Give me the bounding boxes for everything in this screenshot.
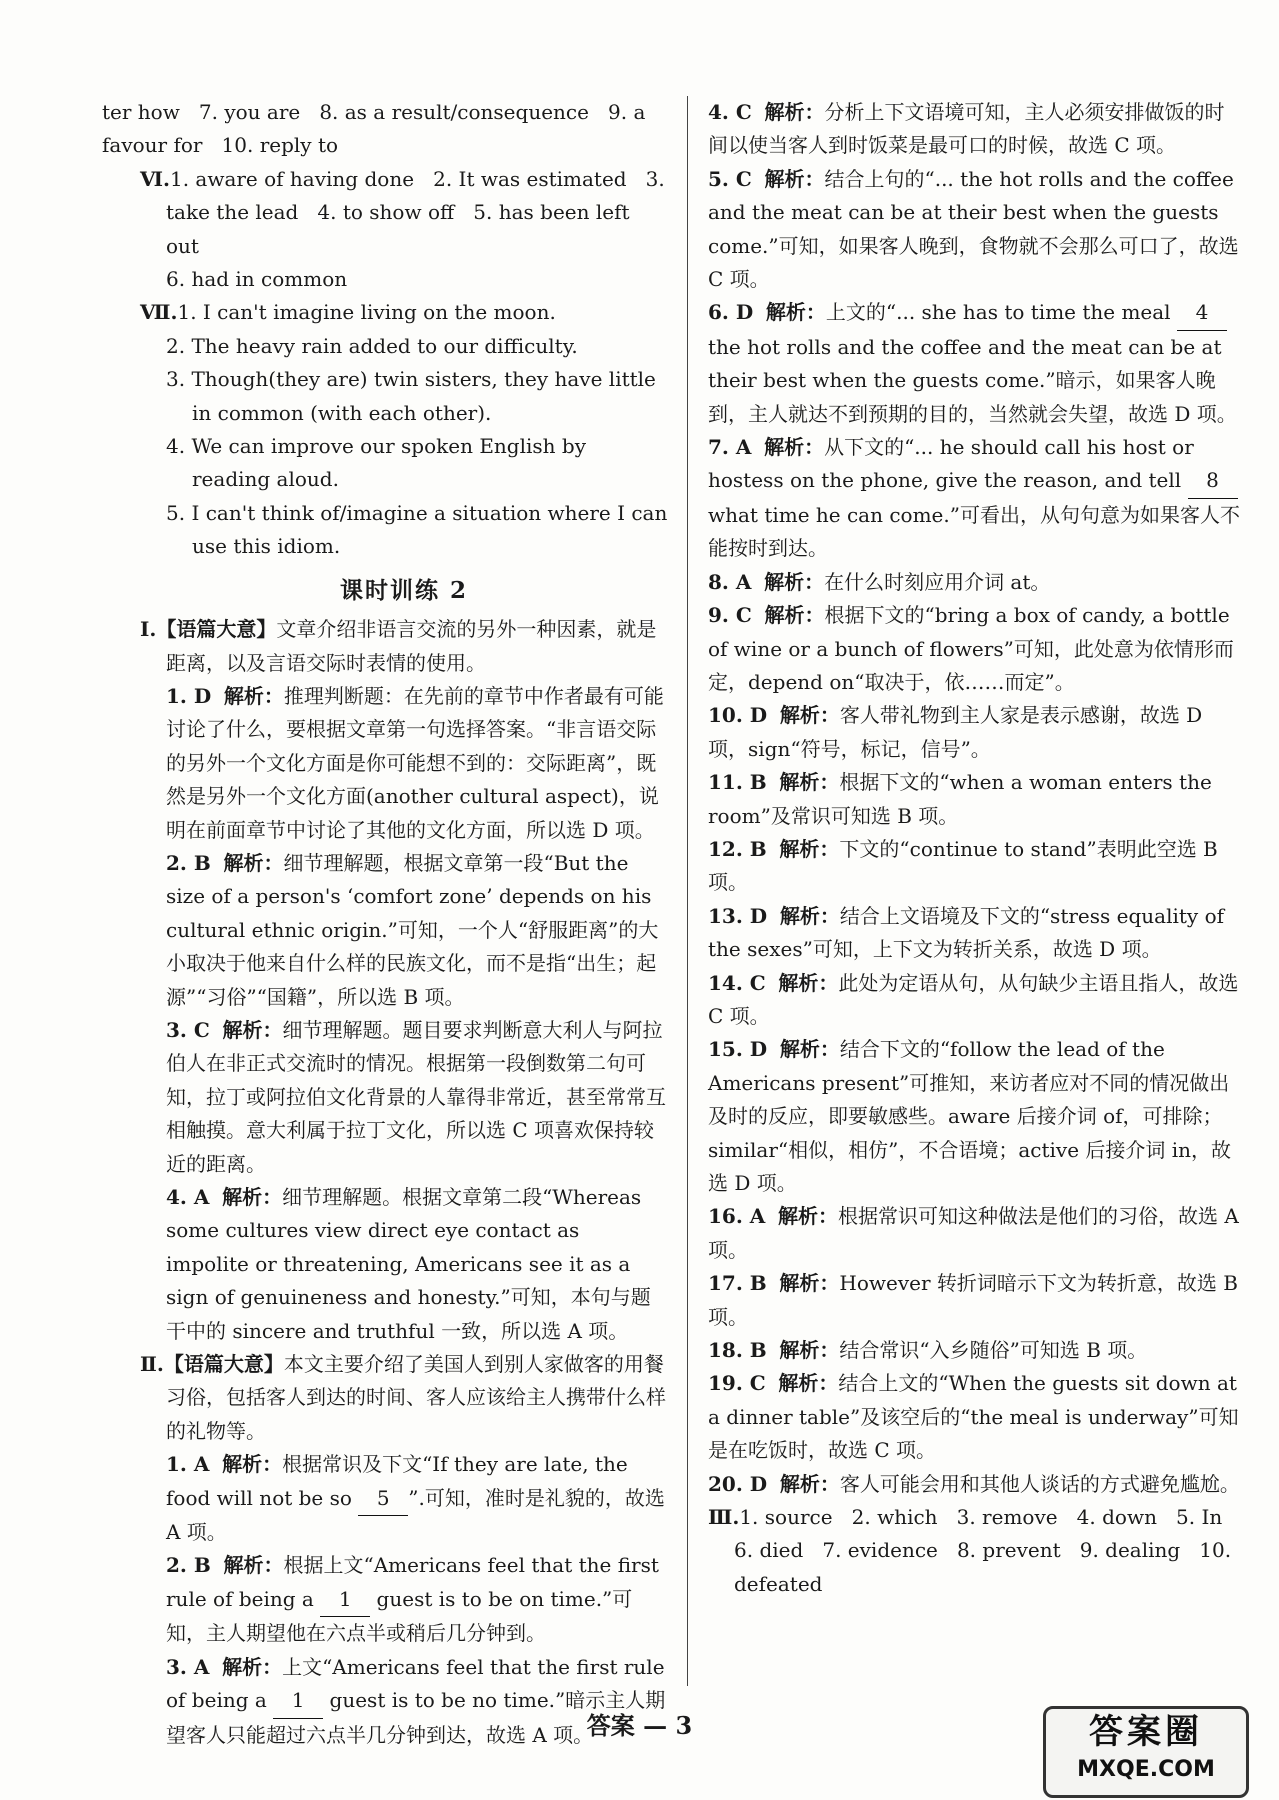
item-number: 6. D: [708, 300, 754, 325]
analysis-label: 解析：: [778, 970, 839, 995]
section-iii: [708, 1501, 1243, 1601]
item-number: 9. C: [708, 603, 752, 628]
answer-item: [708, 599, 1243, 699]
analysis-text: the hot rolls and the coffee and the meat can be at their best when the guests come.”暗示，如果客人晚到，主人就达不到预期的目的，当然就会失望，故选 D 项。: [708, 334, 1237, 426]
answer-item: [708, 163, 1243, 297]
analysis-text: 此处为定语从句，从句缺少主语且指人，故选 C 项。: [708, 970, 1239, 1028]
item-number: 13. D: [708, 903, 768, 928]
analysis-label: 解析：: [223, 683, 284, 708]
analysis-label: 解析：: [779, 1471, 840, 1496]
analysis-text: 分析上下文语境可知，主人必须安排做饭的时间以使当客人到时饭菜是最可口的时候，故选 C 项。: [708, 100, 1225, 158]
analysis-text: guest is to be on time.”可知，主人期望他在六点半或稍后几分钟到。: [166, 1586, 633, 1646]
page-footer: 答案 — 3: [586, 1711, 693, 1740]
analysis-text: 结合下文的“follow the lead of the Americans present”可推知，来访者应对不同的情况做出及时的反应，即要敏感些。aware 后接介词 of，可排除；similar“相似，相仿”，不合语境；active 后接介词 in，故选 D 项。: [708, 1037, 1232, 1195]
blank-number: 4: [1177, 296, 1227, 330]
answer-item: [708, 967, 1243, 1034]
item-number: 15. D: [708, 1037, 768, 1062]
section-i: [140, 613, 668, 680]
summary-text: 本文主要介绍了美国人到别人家做客的用餐习俗，包括客人到达的时间、客人应该给主人携带什么样的礼物等。: [166, 1352, 666, 1443]
analysis-label: 解析：: [764, 435, 825, 460]
analysis-label: 解析：: [222, 1017, 283, 1042]
item-number: 7. A: [708, 435, 752, 460]
blank-number: 1: [320, 1583, 370, 1617]
watermark-text: 答案圈: [1089, 1712, 1203, 1752]
section-ii: [140, 1348, 668, 1448]
analysis-text: 根据常识及下文“If they are late, the food will not be so: [166, 1452, 628, 1510]
answer-item: [708, 1468, 1243, 1501]
item-number: 18. B: [708, 1338, 767, 1363]
section-number: Ⅰ.: [140, 617, 157, 642]
answer-item: [140, 1181, 668, 1348]
analysis-text: guest is to be no time.”暗示主人期望客人只能超过六点半几分钟到达，故选 A 项。: [166, 1688, 666, 1747]
analysis-text: what time he can come.”可看出，从句句意为如果客人不能按时到达。: [708, 502, 1240, 561]
analysis-label: 解析：: [779, 1037, 840, 1062]
answer-item: [708, 1267, 1243, 1334]
analysis-text: 上文的“... she has to time the meal: [825, 300, 1177, 325]
item-number: 12. B: [708, 836, 767, 861]
analysis-text: 细节理解题，根据文章第一段“But the size of a person's ‘comfort zone’ depends on his cultural ethnic origin.”可知，一个人“舒服距离”的大小取决于他来自什么样的民族文化，而不是指“出生；起源”“习俗”“国籍”，所以选 B 项。: [166, 850, 659, 1009]
analysis-text: 结合上文语境及下文的“stress equality of the sexes”可知，上下文为转折关系，故选 D 项。: [708, 903, 1225, 962]
item-number: 5. C: [708, 166, 752, 191]
sentence: 2. The heavy rain added to our difficulty.: [166, 333, 578, 358]
analysis-text: 结合上句的“... the hot rolls and the coffee and the meat can be at their best when the guests come.”可知，如果客人晚到，食物就不会那么可口了，故选 C 项。: [708, 166, 1239, 292]
analysis-text: 结合上文的“When the guests sit down at a dinner table”及该空后的“the meal is underway”可知是在吃饭时，故选 C 项。: [708, 1371, 1239, 1463]
analysis-label: 解析：: [779, 770, 840, 795]
analysis-text: However 转折词暗示下文为转折意，故选 B 项。: [708, 1271, 1238, 1329]
blank-number: 8: [1188, 464, 1238, 498]
answer-item: [140, 847, 668, 1014]
section-answers: 1. aware of having done 2. It was estimated 3. take the lead 4. to show off 5. has been left out: [166, 166, 672, 258]
analysis-label: 解析：: [765, 300, 826, 325]
item-number: 4. C: [708, 100, 752, 124]
analysis-label: 解析：: [222, 1654, 283, 1679]
item-number: 2. B: [166, 1553, 211, 1578]
analysis-label: 解析：: [779, 1338, 840, 1363]
analysis-text: 根据常识可知这种做法是他们的习俗，故选 A 项。: [708, 1204, 1239, 1262]
analysis-label: 解析：: [764, 100, 825, 124]
item-number: 10. D: [708, 703, 768, 728]
answer-item: [708, 296, 1243, 431]
analysis-text: 结合常识“入乡随俗”可知选 B 项。: [839, 1338, 1148, 1363]
blank-number: 1: [273, 1684, 323, 1718]
analysis-label: 解析：: [223, 850, 284, 875]
answer-item: [708, 1200, 1243, 1267]
answer-item: [708, 833, 1243, 900]
analysis-text: 推理判断题：在先前的章节中作者最有可能讨论了什么，要根据文章第一句选择答案。“非言语交际的另外一个文化方面是你可能想不到的：交际距离”，既然是另外一个文化方面(another cultural aspect)，说明在前面章节中讨论了其他的文化方面，所以选 D 项。: [166, 683, 664, 842]
answer-item: [708, 431, 1243, 566]
section-number: Ⅵ.: [140, 166, 170, 191]
analysis-text: 根据下文的“when a woman enters the room”及常识可知选 B 项。: [708, 770, 1212, 828]
summary-text: 文章介绍非语言交流的另外一种因素，就是距离，以及言语交际时表情的使用。: [166, 617, 657, 675]
section-vi: [140, 163, 672, 263]
answer-item: [708, 766, 1243, 833]
analysis-label: 解析：: [764, 569, 825, 594]
analysis-text: 细节理解题。根据文章第二段“Whereas some cultures view direct eye contact as impolite or threatening, Americans see it as a sign of genuineness and honesty.”可知，本句与题干中的 sincere and truthful 一致，所以选 A 项。: [166, 1185, 651, 1343]
sentence: 3. Though(they are) twin sisters, they have little in common (with each other).: [166, 367, 656, 425]
sentence: 4. We can improve our spoken English by reading aloud.: [166, 434, 586, 492]
item-number: 1. D: [166, 683, 212, 708]
answer-line: 6. had in common: [166, 267, 348, 292]
answer-item: [140, 1549, 668, 1650]
section-vii: [140, 296, 668, 329]
item-number: 3. A: [166, 1654, 210, 1679]
summary-tag: 【语篇大意】: [156, 617, 277, 642]
analysis-label: 解析：: [778, 1204, 838, 1229]
answer-item: [708, 566, 1243, 599]
sentence: 1. I can't imagine living on the moon.: [177, 300, 556, 325]
sentence: 5. I can't think of/imagine a situation where I can use this idiom.: [166, 500, 668, 559]
analysis-text: 客人带礼物到主人家是表示感谢，故选 D 项，sign“符号，标记，信号”。: [708, 703, 1203, 761]
item-number: 20. D: [708, 1471, 768, 1496]
analysis-text: ”.可知，准时是礼貌的，故选 A 项。: [166, 1485, 665, 1545]
answer-item: [708, 900, 1243, 967]
analysis-label: 解析：: [779, 836, 840, 861]
analysis-text: 细节理解题。题目要求判断意大利人与阿拉伯人在非正式交流时的情况。根据第一段倒数第二句可知，拉丁或阿拉伯文化背景的人靠得非常近，甚至常常互相触摸。意大利属于拉丁文化，所以选 C 项喜欢保持较近的距离。: [166, 1017, 666, 1176]
answer-item: [708, 1334, 1243, 1367]
analysis-label: 解析：: [779, 703, 840, 728]
analysis-label: 解析：: [764, 166, 825, 191]
item-number: 11. B: [708, 770, 767, 795]
analysis-label: 解析：: [223, 1553, 284, 1578]
left-column: [102, 96, 672, 1752]
analysis-text: 上文“Americans feel that the first rule of being a: [166, 1654, 665, 1713]
summary-tag: 【语篇大意】: [163, 1352, 284, 1377]
item-number: 3. C: [166, 1017, 210, 1042]
analysis-label: 解析：: [779, 903, 840, 928]
answer-item: [708, 1367, 1243, 1467]
answer-item: [708, 699, 1243, 766]
item-number: 1. A: [166, 1452, 210, 1477]
answer-item: [708, 1033, 1243, 1200]
column-divider: [687, 96, 688, 1686]
analysis-text: 下文的“continue to stand”表明此空选 B 项。: [708, 836, 1218, 895]
answer-line: ter how 7. you are 8. as a result/consequence 9. a favour for 10. reply to: [102, 100, 652, 158]
section-answers: 1. source 2. which 3. remove 4. down 5. In 6. died 7. evidence 8. prevent 9. dealing 10. defeated: [734, 1505, 1242, 1596]
item-number: 16. A: [708, 1204, 766, 1229]
analysis-text: 在什么时刻应用介词 at。: [824, 569, 1051, 594]
analysis-text: 客人可能会用和其他人谈话的方式避免尴尬。: [839, 1471, 1240, 1496]
analysis-label: 解析：: [222, 1185, 283, 1209]
right-column: [708, 96, 1243, 1601]
watermark-logo: [1043, 1706, 1249, 1798]
blank-number: 5: [358, 1482, 408, 1516]
answer-item: [708, 96, 1243, 163]
item-number: 17. B: [708, 1271, 767, 1296]
analysis-label: 解析：: [778, 1371, 839, 1396]
item-number: 19. C: [708, 1371, 766, 1396]
analysis-label: 解析：: [779, 1271, 840, 1296]
item-number: 2. B: [166, 850, 211, 875]
section-number: Ⅶ.: [140, 300, 178, 325]
section-number: Ⅱ.: [140, 1352, 164, 1377]
analysis-text: 根据上文“Americans feel that the first rule of being a: [166, 1553, 659, 1611]
answer-item: [140, 680, 668, 847]
watermark-url: MXQE.COM: [1077, 1757, 1215, 1782]
analysis-label: 解析：: [764, 603, 825, 628]
analysis-text: 从下文的“... he should call his host or hostess on the phone, give the reason, and tell: [708, 435, 1194, 493]
analysis-label: 解析：: [222, 1452, 283, 1477]
answer-item: [140, 1448, 668, 1549]
analysis-text: 根据下文的“bring a box of candy, a bottle of wine or a bunch of flowers”可知，此处意为依情形而定，depend on“取决于，依……而定”。: [708, 603, 1234, 694]
section-title: 课时训练 2: [339, 576, 468, 604]
item-number: 14. C: [708, 970, 766, 995]
answer-item: [140, 1014, 668, 1181]
section-number: Ⅲ.: [708, 1505, 740, 1530]
item-number: 8. A: [708, 569, 752, 594]
item-number: 4. A: [166, 1185, 210, 1209]
